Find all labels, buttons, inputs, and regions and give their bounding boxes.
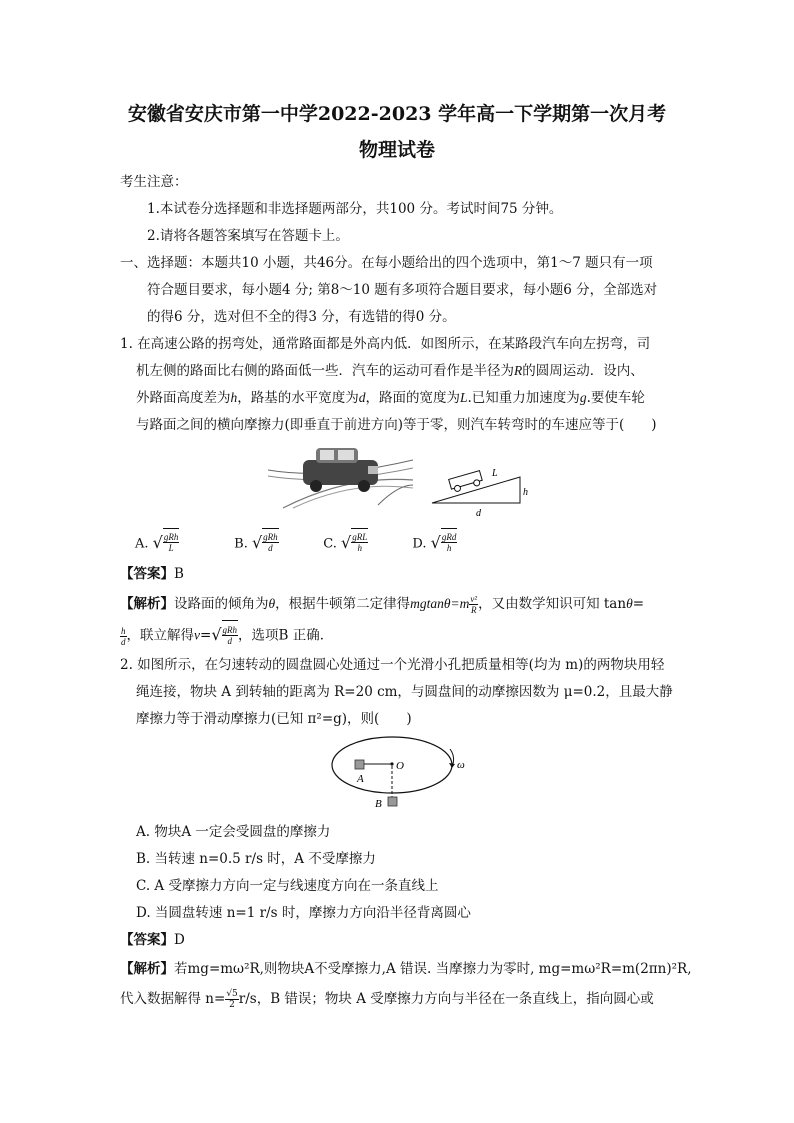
notice-item-1: 1.本试卷分选择题和非选择题两部分，共100 分。考试时间75 分钟。 <box>147 201 563 217</box>
q2-option-b[interactable]: B. 当转速 n=0.5 r/s 时，A 不受摩擦力 <box>136 851 376 867</box>
q1-line4: 与路面之间的横向摩擦力(即垂直于前进方向)等于零，则汽车转弯时的车速应等于( ) <box>136 417 657 433</box>
q1-line3: 外路面高度差为h，路基的水平宽度为d，路面的宽度为L.已知重力加速度为g.要使车轮 <box>136 390 645 406</box>
label-L: L <box>492 468 498 479</box>
rotating-disk-diagram <box>330 735 470 815</box>
car-photo <box>268 440 413 510</box>
q2-number: 2. <box>120 657 133 673</box>
q2-line3: 摩擦力等于滑动摩擦力(已知 π²=g)，则( ) <box>136 711 412 727</box>
label-omega: ω <box>457 759 465 771</box>
q1-option-d[interactable]: D. √ $\frac{\text{gRd}}{h}$ <box>412 528 497 559</box>
q1-option-c[interactable]: C. √ $\frac{\text{gRL}}{h}$ <box>323 528 408 559</box>
label-O: O <box>396 760 404 772</box>
label-d: d <box>476 508 481 519</box>
q1-option-b[interactable]: B. √ $\frac{\text{gRh}}{d}$ <box>234 528 319 559</box>
section-header-line2: 符合题目要求，每小题4 分; 第8～10 题有多项符合题目要求，每小题6 分，全部选对 <box>147 282 658 298</box>
q2-line2: 绳连接，物块 A 到转轴的距离为 R=20 cm，与圆盘间的动摩擦因数为 μ=0.2，且最大静 <box>136 684 673 700</box>
q1-answer: 【答案】B <box>120 566 184 582</box>
notice-header: 考生注意： <box>120 174 188 190</box>
section-header-line1: 一、选择题：本题共10 小题，共46分。在每小题给出的四个选项中，第1～7 题只有一项 <box>120 255 653 271</box>
q2-answer: 【答案】D <box>120 932 185 948</box>
label-A: A <box>357 773 364 785</box>
q1-line1: 1. 在高速公路的拐弯处，通常路面都是外高内低．如图所示，在某路段汽车向左拐弯，司 <box>120 336 651 352</box>
q2-option-c[interactable]: C. A 受摩擦力方向一定与线速度方向在一条直线上 <box>136 878 439 894</box>
q1-line2: 机左侧的路面比右侧的路面低一些．汽车的运动可看作是半径为R的圆周运动．设内、 <box>136 363 644 379</box>
q1-option-a[interactable]: A. √ $\frac{\text{gRh}}{L}$ <box>135 528 230 559</box>
q2-option-d[interactable]: D. 当圆盘转速 n=1 r/s 时，摩擦力方向沿半径背离圆心 <box>136 905 471 921</box>
q2-analysis-line2: 代入数据解得 n= $\frac{√5}{2}$ r/s，B 错误；物块 A 受摩擦力方向与半径在一条直线上，指向圆心或 <box>120 989 654 1010</box>
q2-line1: 2. 如图所示，在匀速转动的圆盘圆心处通过一个光滑小孔把质量相等(均为 m)的两物块用轻 <box>120 657 665 673</box>
q1-analysis-line1: 【解析】设路面的倾角为θ，根据牛顿第二定律得mgtanθ=m $\frac{\text{v²}}{R}$ ，又由数学知识可知 tanθ= <box>120 594 645 615</box>
paper-subtitle: 物理试卷 <box>358 139 435 161</box>
paper-title: 安徽省安庆市第一中学2022-2023 学年高一下学期第一次月考 <box>127 103 667 125</box>
q2-analysis-line1: 【解析】若mg=mω²R,则物块A不受摩擦力,A 错误. 当摩擦力为零时, mg=mω²R=m(2πn)²R, <box>120 961 692 977</box>
label-B: B <box>375 798 382 810</box>
q1-number: 1. <box>120 336 133 352</box>
q2-option-a[interactable]: A. 物块A 一定会受圆盘的摩擦力 <box>136 824 331 840</box>
notice-item-2: 2.请将各题答案填写在答题卡上。 <box>147 228 349 244</box>
q1-analysis-line2: $\frac{h}{d}$ ，联立解得v= √ $\frac{\text{gRh}}{d}$ ，选项B 正确． <box>120 620 333 650</box>
incline-diagram <box>430 455 540 520</box>
label-h: h <box>523 487 528 498</box>
section-header-line3: 的得6 分，选对但不全的得3 分，有选错的得0 分。 <box>147 309 456 325</box>
q1-options <box>135 528 497 559</box>
